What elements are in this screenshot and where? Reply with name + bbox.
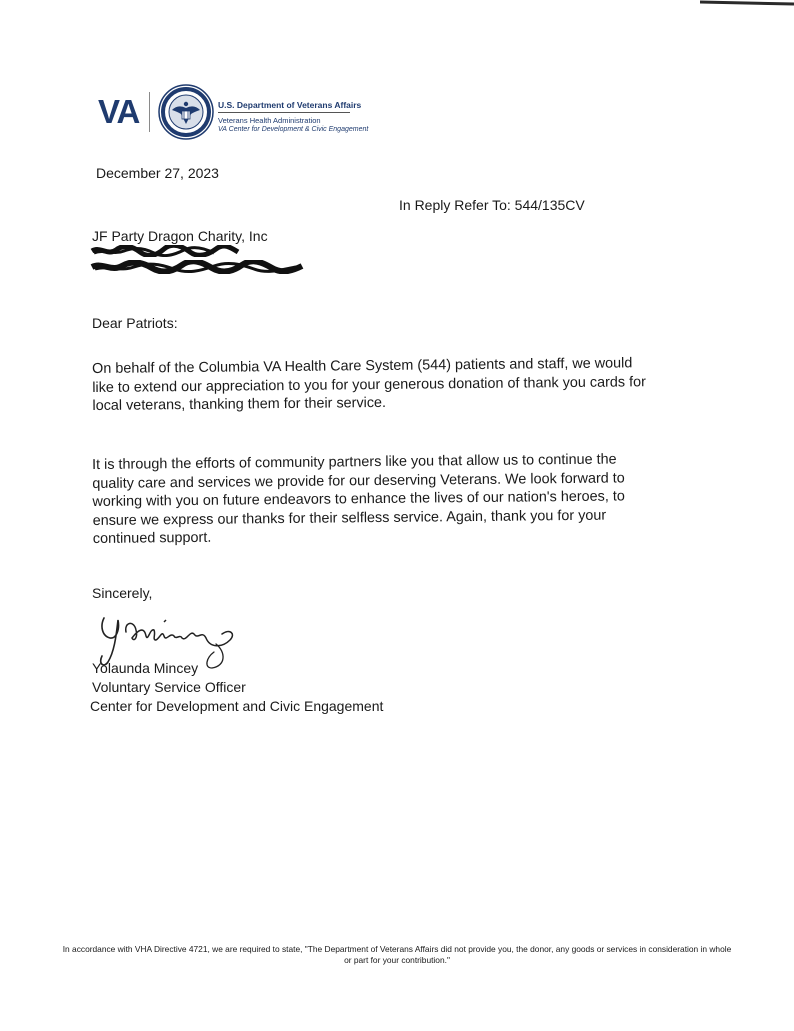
signer-title: Voluntary Service Officer (92, 679, 246, 695)
signer-name: Yolaunda Mincey (92, 660, 199, 676)
scan-artifact (700, 0, 794, 8)
salutation: Dear Patriots: (92, 315, 178, 331)
center-name: VA Center for Development & Civic Engagement (218, 126, 369, 133)
redacted-address-line-2 (90, 260, 305, 274)
closing: Sincerely, (92, 585, 153, 601)
department-name: U.S. Department of Veterans Affairs (218, 100, 362, 110)
body-paragraph: It is through the efforts of community partners like you that allow us to continue the quality care and services we provide for our deserving Veterans. We look forward to working with you on future endeavors to enhance the lives of our nation's heroes, to ensure we express our thanks for their selfless service. Again, thank you for your continued support. (92, 451, 625, 547)
signer-department: Center for Development and Civic Engagement (90, 698, 384, 714)
reply-reference: In Reply Refer To: 544/135CV (399, 197, 585, 213)
footer-disclaimer: In accordance with VHA Directive 4721, we are required to state, "The Department of Veterans Affairs did not provide you, the donor, any goods or services in consideration in whole or part for your contribution." (62, 944, 732, 965)
body-paragraph: On behalf of the Columbia VA Health Care System (544) patients and staff, we would like to extend our appreciation to you for your generous donation of thank you cards for local veterans, thanking them for their service. (92, 355, 646, 414)
letterhead-rule (218, 112, 350, 113)
letterhead-divider (149, 92, 150, 132)
va-seal-icon (158, 84, 214, 140)
letter-date: December 27, 2023 (96, 165, 219, 181)
redacted-address-line-1 (90, 245, 240, 257)
administration-name: Veterans Health Administration (218, 116, 321, 125)
recipient-name: JF Party Dragon Charity, Inc (92, 228, 268, 244)
va-wordmark-logo: VA (98, 93, 140, 130)
